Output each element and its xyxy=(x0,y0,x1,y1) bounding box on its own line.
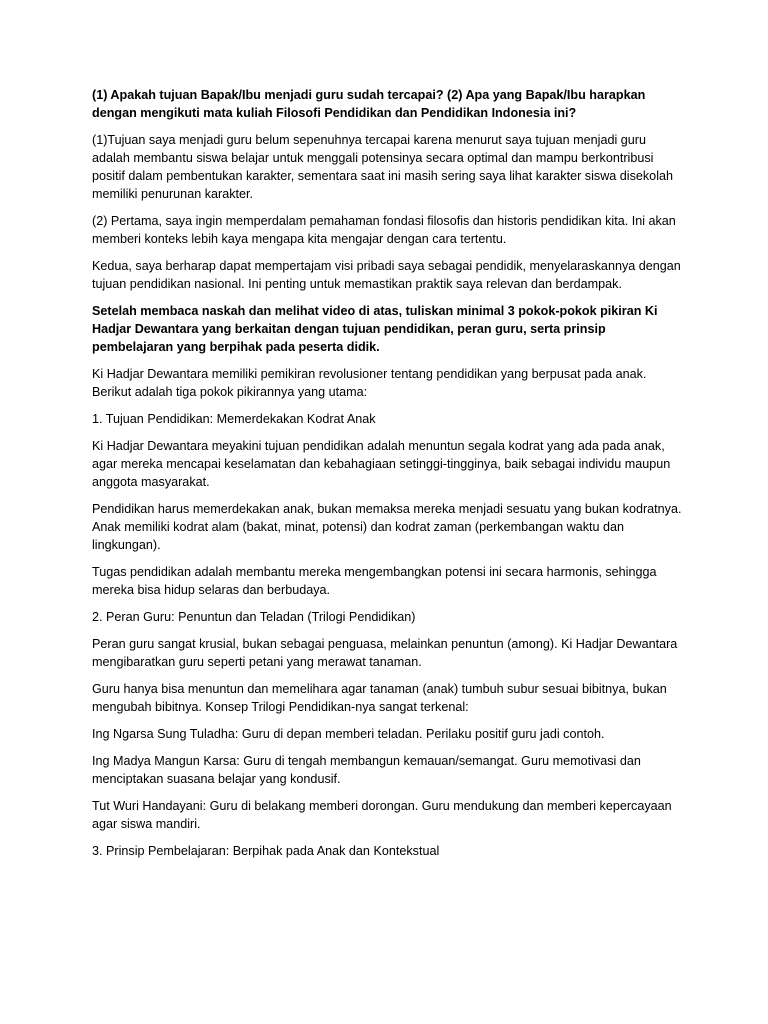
trilogi-item-ing-ngarsa: Ing Ngarsa Sung Tuladha: Guru di depan memberi teladan. Perilaku positif guru jadi contoh. xyxy=(92,727,605,741)
trilogi-item-ing-madya: Ing Madya Mangun Karsa: Guru di tengah membangun kemauan/semangat. Guru memotivasi dan menciptakan suasana belajar yang kondusif. xyxy=(92,754,641,786)
task-prompt-heading: Setelah membaca naskah dan melihat video di atas, tuliskan minimal 3 pokok-pokok pikiran Ki Hadjar Dewantara yang berkaitan dengan tujuan pendidikan, peran guru, serta prinsip pembelajaran yang berpihak pada peserta didik. xyxy=(92,304,658,354)
section-2-heading: 2. Peran Guru: Penuntun dan Teladan (Trilogi Pendidikan) xyxy=(92,610,416,624)
question-1-2-heading: (1) Apakah tujuan Bapak/Ibu menjadi guru sudah tercapai? (2) Apa yang Bapak/Ibu harapkan dengan mengikuti mata kuliah Filosofi Pendidikan dan Pendidikan Indonesia ini? xyxy=(92,88,646,120)
section-3-heading: 3. Prinsip Pembelajaran: Berpihak pada Anak dan Kontekstual xyxy=(92,844,440,858)
document-page xyxy=(92,86,682,869)
section-2-paragraph-1: Peran guru sangat krusial, bukan sebagai penguasa, melainkan penuntun (among). Ki Hadjar Dewantara mengibaratkan guru seperti petani yang merawat tanaman. xyxy=(92,637,678,669)
answer-2-first-paragraph: (2) Pertama, saya ingin memperdalam pemahaman fondasi filosofis dan historis pendidikan kita. Ini akan memberi konteks lebih kaya mengapa kita mengajar dengan cara tertentu. xyxy=(92,214,676,246)
answer-1-paragraph: (1)Tujuan saya menjadi guru belum sepenuhnya tercapai karena menurut saya tujuan menjadi guru adalah membantu siswa belajar untuk menggali potensinya secara optimal dan mampu berkontribusi positif dalam pembentukan karakter, sementara saat ini masih sering saya lihat karakter siswa disekolah memiliki penurunan karakter. xyxy=(92,133,673,201)
section-1-heading: 1. Tujuan Pendidikan: Memerdekakan Kodrat Anak xyxy=(92,412,376,426)
section-1-paragraph-1: Ki Hadjar Dewantara meyakini tujuan pendidikan adalah menuntun segala kodrat yang ada pada anak, agar mereka mencapai keselamatan dan kebahagiaan setinggi-tingginya, baik sebagai individu maupun anggota masyarakat. xyxy=(92,439,671,489)
section-2-paragraph-2: Guru hanya bisa menuntun dan memelihara agar tanaman (anak) tumbuh subur sesuai bibitnya, bukan mengubah bibitnya. Konsep Trilogi Pendidikan-nya sangat terkenal: xyxy=(92,682,667,714)
trilogi-item-tut-wuri: Tut Wuri Handayani: Guru di belakang memberi dorongan. Guru mendukung dan memberi kepercayaan agar siswa mandiri. xyxy=(92,799,672,831)
intro-paragraph: Ki Hadjar Dewantara memiliki pemikiran revolusioner tentang pendidikan yang berpusat pada anak. Berikut adalah tiga pokok pikirannya yang utama: xyxy=(92,367,647,399)
answer-2-second-paragraph: Kedua, saya berharap dapat mempertajam visi pribadi saya sebagai pendidik, menyelaraskannya dengan tujuan pendidikan nasional. Ini penting untuk memastikan praktik saya relevan dan berdampak. xyxy=(92,259,681,291)
section-1-paragraph-3: Tugas pendidikan adalah membantu mereka mengembangkan potensi ini secara harmonis, sehingga mereka bisa hidup selaras dan berbudaya. xyxy=(92,565,657,597)
section-1-paragraph-2: Pendidikan harus memerdekakan anak, bukan memaksa mereka menjadi sesuatu yang bukan kodratnya. Anak memiliki kodrat alam (bakat, minat, potensi) dan kodrat zaman (perkembangan waktu dan lingkungan). xyxy=(92,502,682,552)
